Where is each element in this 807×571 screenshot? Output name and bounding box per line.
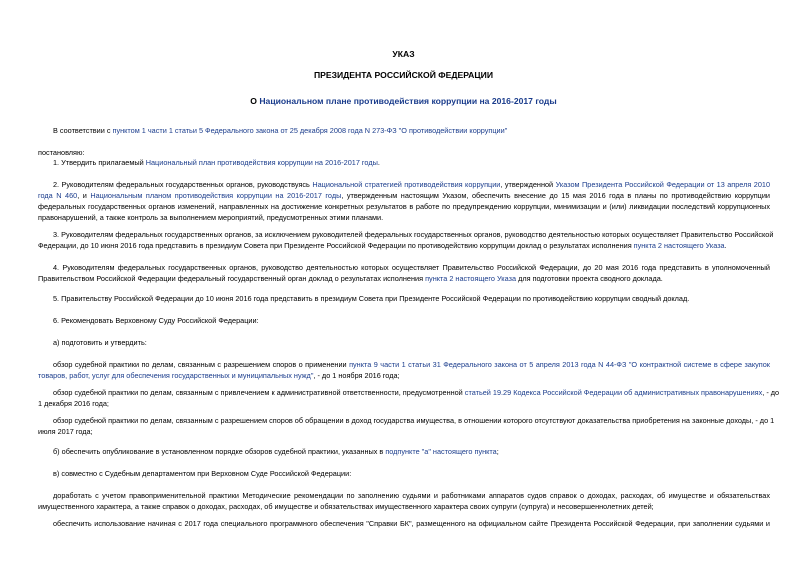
review-2-text: обзор судебной практики по делам, связанным с привлечением к административной ответственности, предусмотренной [53,388,465,397]
p2-text: , и [77,191,91,200]
item-1-line-1: доработать с учетом правоприменительной практики Методические рекомендации по заполнению судьями и работниками аппаратов судов справок о доходах, расходах, об имуществе и обязательствах [53,491,770,500]
review-1-line-1 [38,359,770,371]
item-2-line-1: обеспечить использование начиная с 2017 года специального программного обеспечения "Справки БК", размещенного на официальном сайте Президента Российской Федерации, при заполнении судьями и [53,519,770,528]
p1-text: 1. Утвердить прилагаемый [53,158,146,167]
paragraph-1 [53,157,380,169]
law-273-link[interactable]: пунктом 1 части 1 статьи 5 Федерального закона от 25 декабря 2008 года N 273-ФЗ "О противодействии коррупции" [112,126,508,135]
p2-text: , утвержденным настоящим Указом, обеспечить внесение до 15 мая 2016 года в планы по противодействию коррупции [341,191,771,200]
paragraph-3-line-2 [38,240,727,252]
paragraph-5: 5. Правительству Российской Федерации до 10 июня 2016 года представить в президиум Совета при Президенте Российской Федерации по противодействию коррупции сводный доклад. [53,294,690,303]
item-1-line-2: имущественного характера, а также справок о доходах, расходах, об имуществе и обязательствах имущественного характера своих супруги (супруга) и несовершеннолетних детей; [38,502,654,511]
paragraph-3-line-1: 3. Руководителям федеральных государственных органов, за исключением руководителей федеральных государственных органов, руководство деятельностью которых осуществляет Правительство Российской [53,230,774,239]
decree-word: постановляю: [38,148,85,157]
document-title [0,96,807,107]
p2-text: 2. Руководителям федеральных государственных органов, руководствуясь [53,180,313,189]
review-3-line-1: обзор судебной практики по делам, связанным с разрешением споров об обращении в доход государства имущества, в отношении которого отсутствуют доказательства приобретения на законные доходы, - до 1 [53,416,775,425]
point-2-link[interactable]: пункта 2 настоящего Указа [633,241,725,250]
review-1-line-2 [38,370,400,382]
national-plan-link[interactable]: Национальный план противодействия коррупции на 2016-2017 годы [145,158,378,167]
paragraph-4-line-1: 4. Руководителям федеральных государственных органов, руководство деятельностью которых осуществляет Правительство Российской Федерации, до 20 мая 2016 года представить в уполномоченный [53,263,770,272]
intro-text: В соответствии с [53,126,113,135]
paragraph-6: 6. Рекомендовать Верховному Суду Российской Федерации: [53,316,259,325]
paragraph-2-line-2 [38,190,770,202]
review-2-line-2: 1 декабря 2016 года; [38,399,109,408]
paragraph-4-line-2 [38,273,663,285]
review-1-text: , - до 1 ноября 2016 года; [313,371,400,380]
point-2-link[interactable]: пункта 2 настоящего Указа [425,274,517,283]
subpoint-v: в) совместно с Судебным департаментом при Верховном Суде Российской Федерации: [53,469,352,478]
title-link[interactable]: Национальном плане противодействия коррупции на 2016-2017 годы [259,96,557,106]
law-44-link[interactable]: пункта 9 части 1 статьи 31 Федерального закона от 5 апреля 2013 года N 44-ФЗ "О контрактной системе в сфере закупок [349,360,770,369]
national-plan-link[interactable]: Национальным планом противодействия коррупции на 2016-2017 годы [90,191,342,200]
subpoint-a: а) подготовить и утвердить: [53,338,147,347]
national-strategy-link[interactable]: Национальной стратегией противодействия коррупции [312,180,501,189]
p2-text: , утвержденной [500,180,556,189]
decree-460-link[interactable]: Указом Президента Российской Федерации от 13 апреля 2010 [555,180,771,189]
subpoint-b-end: ; [496,447,499,456]
decree-heading: УКАЗ [392,49,415,59]
subpoint-b-text: б) обеспечить опубликование в установленном порядке обзоров судебной практики, указанных в [53,447,386,456]
p1-end: . [377,158,380,167]
p4-text: Правительством Российской Федерации федеральный государственный орган доклад о результатах исполнения [38,274,426,283]
intro-paragraph [53,125,507,137]
review-1-text: обзор судебной практики по делам, связанным с разрешением споров о применении [53,360,350,369]
law-44-link[interactable]: товаров, работ, услуг для обеспечения государственных и муниципальных нужд" [38,371,314,380]
subpoint-a-link[interactable]: подпункте "а" настоящего пункта [385,447,497,456]
paragraph-2-line-3: федеральных государственных органов изменений, направленных на достижение конкретных результатов в работе по предупреждению коррупции, минимизации и (или) ликвидации последствий коррупционных [38,202,770,211]
paragraph-2-line-1 [38,179,770,191]
title-prefix: О [250,96,260,106]
p4-text: для подготовки проекта сводного доклада. [516,274,663,283]
p3-text: Федерации, до 10 июня 2016 года представить в президиум Совета при Президенте Российской Федерации по противодействию коррупции доклад о результатах исполнения [38,241,634,250]
p3-end: . [724,241,727,250]
koap-19-29-link[interactable]: статьей 19.29 Кодекса Российской Федерации об административных правонарушениях [464,388,763,397]
paragraph-2-line-4: правонарушений, а также контроль за выполнением мероприятий, предусмотренных этими планами. [38,213,384,222]
decree-460-link[interactable]: года N 460 [38,191,78,200]
subpoint-b [53,446,499,458]
issuer-heading: ПРЕЗИДЕНТА РОССИЙСКОЙ ФЕДЕРАЦИИ [313,70,494,80]
review-2-line-1 [38,387,780,399]
review-3-line-2: июля 2017 года; [38,427,93,436]
review-2-text: , - до [762,388,780,397]
